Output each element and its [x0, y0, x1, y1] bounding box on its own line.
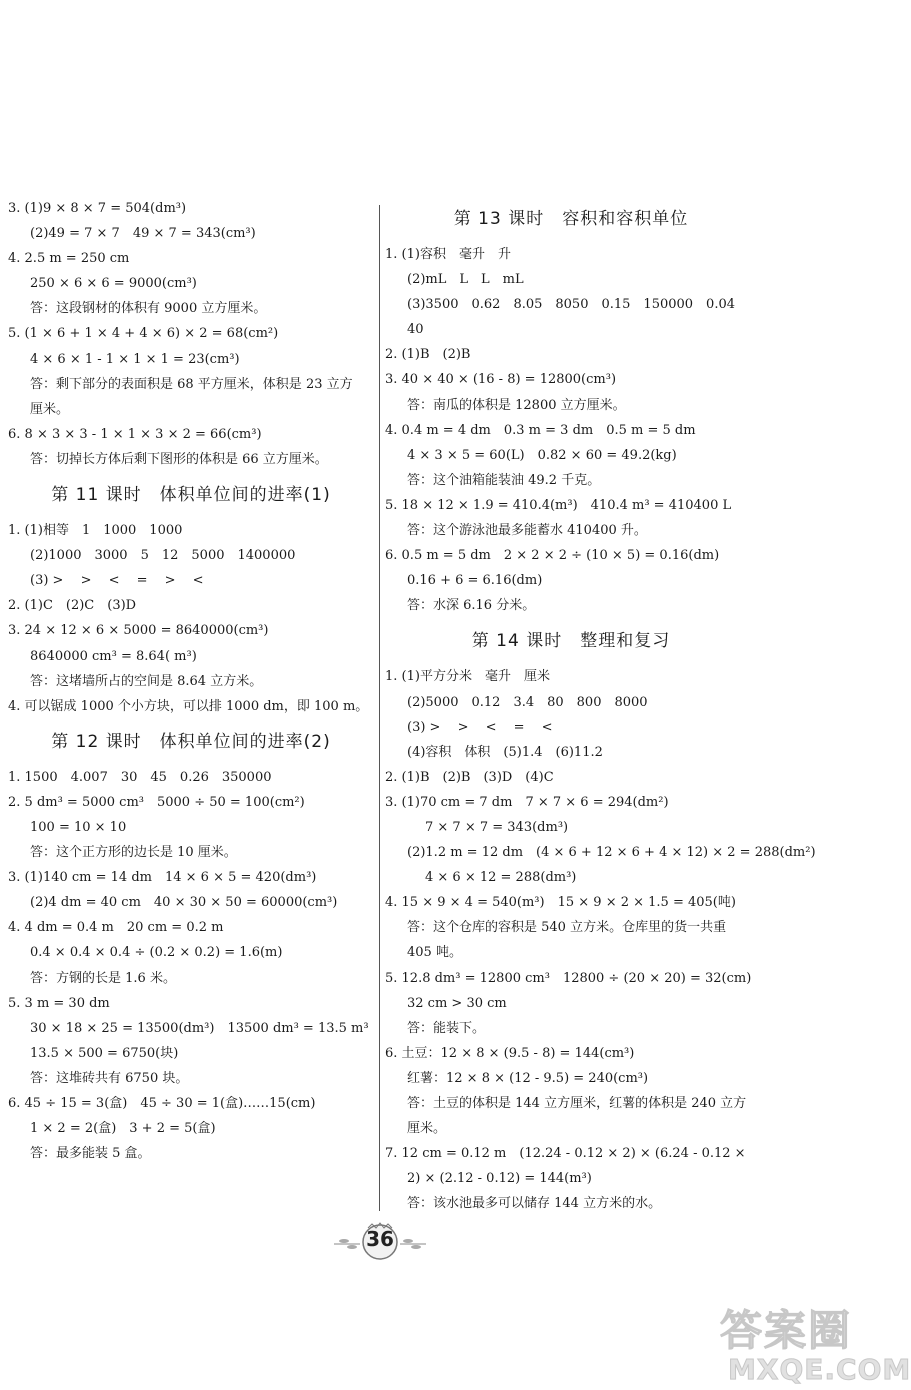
question-line: 3. 40 × 40 × (16 - 8) = 12800(cm³) [385, 372, 617, 388]
question-line: 4. 4 dm = 0.4 m 20 cm = 0.2 m [8, 920, 224, 936]
answer-line: 答：切掉长方体后剩下图形的体积是 66 立方厘米。 [30, 451, 328, 467]
question-line: 5. 12.8 dm³ = 12800 cm³ 12800 ÷ (20 × 20) = 32(cm) [385, 970, 752, 986]
answer-line: 厘米。 [30, 401, 70, 417]
watermark-logo-text: 答案圈 [720, 1306, 853, 1355]
question-line: 4. 15 × 9 × 4 = 540(m³) 15 × 9 × 2 × 1.5 = 405(吨) [385, 895, 736, 911]
watermark [720, 1306, 911, 1388]
answer-line: 红薯：12 × 8 × (12 - 9.5) = 240(cm³) [407, 1070, 649, 1086]
answer-line: 答：这段钢材的体积有 9000 立方厘米。 [30, 301, 267, 317]
answer-line: 405 吨。 [407, 945, 462, 961]
question-line: 6. 45 ÷ 15 = 3(盒) 45 ÷ 30 = 1(盒)……15(cm) [8, 1096, 316, 1111]
question-line: 6. 8 × 3 × 3 - 1 × 1 × 3 × 2 = 66(cm³) [8, 426, 262, 442]
watermark-url: MXQE.COM [728, 1353, 911, 1386]
question-line: 4. 2.5 m = 250 cm [8, 251, 130, 267]
answer-line: 250 × 6 × 6 = 9000(cm³) [30, 276, 197, 292]
question-line: 4. 可以锯成 1000 个小方块，可以排 1000 dm，即 100 m。 [8, 698, 369, 714]
answer-line: (2)mL L L mL [407, 272, 524, 288]
answer-line: 1 × 2 = 2(盒) 3 + 2 = 5(盒) [30, 1121, 216, 1137]
question-line: 3. (1)70 cm = 7 dm 7 × 7 × 6 = 294(dm²) [385, 794, 669, 810]
answer-line: 答：这堆砖共有 6750 块。 [30, 1070, 189, 1086]
lesson-heading: 第 11 课时 体积单位间的进率(1) [51, 485, 331, 506]
answer-line: 0.4 × 0.4 × 0.4 ÷ (0.2 × 0.2) = 1.6(m) [30, 945, 283, 961]
question-line: 2. (1)B (2)B [385, 347, 471, 363]
answer-line: (2)1.2 m = 12 dm (4 × 6 + 12 × 6 + 4 × 12) × 2 = 288(dm²) [407, 845, 816, 861]
question-line: 1. 1500 4.007 30 45 0.26 350000 [8, 769, 272, 785]
answer-line: (2)1000 3000 5 12 5000 1400000 [30, 548, 296, 564]
answer-line: 40 [407, 322, 424, 338]
question-line: 3. (1)9 × 8 × 7 = 504(dm³) [8, 201, 187, 216]
page-number: 36 [366, 1227, 394, 1251]
answer-line: 答：这堵墙所占的空间是 8.64 立方米。 [30, 673, 263, 689]
answer-line: 7 × 7 × 7 = 343(dm³) [425, 819, 569, 835]
question-line: 3. (1)140 cm = 14 dm 14 × 6 × 5 = 420(dm³) [8, 870, 317, 886]
question-line: 1. (1)相等 1 1000 1000 [8, 523, 183, 539]
question-line: 5. 3 m = 30 dm [8, 995, 110, 1011]
question-line: 4. 0.4 m = 4 dm 0.3 m = 3 dm 0.5 m = 5 dm [385, 422, 696, 438]
answer-line: 答：能装下。 [407, 1020, 486, 1036]
page-number-badge [330, 1222, 430, 1262]
question-line: 7. 12 cm = 0.12 m (12.24 - 0.12 × 2) × (6.24 - 0.12 × [385, 1146, 746, 1162]
question-line: 1. (1)平方分米 毫升 厘米 [385, 669, 550, 685]
lesson-heading: 第 12 课时 体积单位间的进率(2) [51, 731, 331, 752]
answer-line: 答：这个正方形的边长是 10 厘米。 [30, 845, 237, 861]
left-column [8, 196, 374, 1166]
question-line: 6. 0.5 m = 5 dm 2 × 2 × 2 ÷ (10 × 5) = 0.16(dm) [385, 548, 720, 564]
answer-line: 答：水深 6.16 分米。 [407, 598, 536, 614]
answer-line: 100 = 10 × 10 [30, 819, 127, 835]
answer-line: 32 cm > 30 cm [407, 995, 507, 1011]
question-line: 1. (1)容积 毫升 升 [385, 247, 511, 262]
answer-line: (2)4 dm = 40 cm 40 × 30 × 50 = 60000(cm³) [30, 895, 338, 911]
question-line: 5. 18 × 12 × 1.9 = 410.4(m³) 410.4 m³ = 410400 L [385, 497, 732, 513]
question-line: 6. 土豆：12 × 8 × (9.5 - 8) = 144(cm³) [385, 1045, 635, 1061]
answer-line: (3) > > < = > < [30, 573, 204, 589]
answer-line: 4 × 6 × 12 = 288(dm³) [425, 870, 577, 886]
answer-line: 答：最多能装 5 盒。 [30, 1146, 151, 1162]
lesson-heading: 第 13 课时 容积和容积单位 [453, 209, 689, 229]
right-column [385, 196, 816, 1216]
question-line: 3. 24 × 12 × 6 × 5000 = 8640000(cm³) [8, 623, 269, 639]
answer-line: 答：这个游泳池最多能蓄水 410400 升。 [407, 523, 647, 539]
answer-line: 答：南瓜的体积是 12800 立方厘米。 [407, 397, 626, 413]
answer-line: (3) > > < = < [407, 719, 553, 735]
answer-line: 4 × 6 × 1 - 1 × 1 × 1 = 23(cm³) [30, 351, 240, 367]
question-line: 2. 5 dm³ = 5000 cm³ 5000 ÷ 50 = 100(cm²) [8, 794, 305, 810]
answer-line: (3)3500 0.62 8.05 8050 0.15 150000 0.04 [407, 297, 735, 313]
answer-line: (2)5000 0.12 3.4 80 800 8000 [407, 694, 648, 710]
column-divider [379, 205, 380, 1211]
answer-line: (4)容积 体积 (5)1.4 (6)11.2 [407, 744, 603, 760]
question-line: 2. (1)C (2)C (3)D [8, 598, 137, 614]
answer-line: 30 × 18 × 25 = 13500(dm³) 13500 dm³ = 13.5 m³ [30, 1020, 369, 1036]
answer-line: 0.16 + 6 = 6.16(dm) [407, 573, 543, 589]
answer-line: 答：土豆的体积是 144 立方厘米，红薯的体积是 240 立方 [407, 1096, 747, 1111]
answer-line: 答：剩下部分的表面积是 68 平方厘米，体积是 23 立方 [30, 376, 353, 392]
answer-line: 4 × 3 × 5 = 60(L) 0.82 × 60 = 49.2(kg) [407, 447, 677, 463]
answer-line: 答：该水池最多可以储存 144 立方米的水。 [407, 1196, 662, 1212]
answer-line: 答：方钢的长是 1.6 米。 [30, 970, 176, 986]
answer-line: 2) × (2.12 - 0.12) = 144(m³) [407, 1171, 592, 1187]
answer-line: 答：这个油箱能装油 49.2 千克。 [407, 472, 601, 488]
question-line: 5. (1 × 6 + 1 × 4 + 4 × 6) × 2 = 68(cm²) [8, 326, 279, 342]
answer-line: (2)49 = 7 × 7 49 × 7 = 343(cm³) [30, 226, 256, 242]
answer-line: 13.5 × 500 = 6750(块) [30, 1045, 179, 1061]
lesson-heading: 第 14 课时 整理和复习 [471, 631, 671, 652]
answer-line: 8640000 cm³ = 8.64( m³) [30, 648, 197, 664]
answer-line: 答：这个仓库的容积是 540 立方米。仓库里的货一共重 [407, 920, 727, 936]
answer-line: 厘米。 [407, 1121, 447, 1137]
question-line: 2. (1)B (2)B (3)D (4)C [385, 769, 554, 785]
